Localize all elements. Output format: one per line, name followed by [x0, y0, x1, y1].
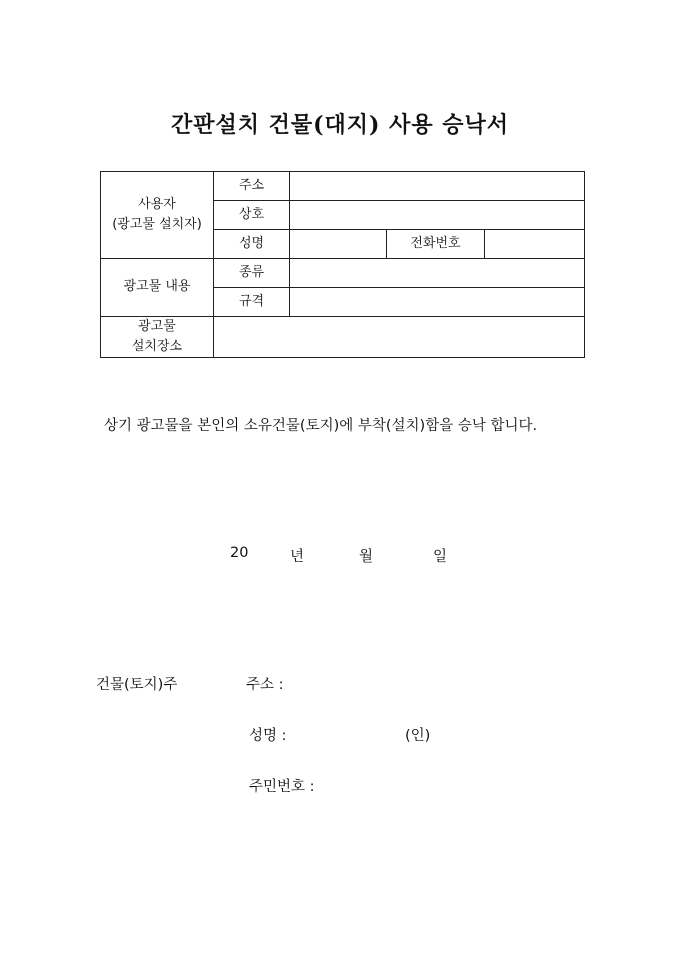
type-value-cell[interactable]	[290, 259, 585, 288]
date-day-unit: 일	[433, 549, 448, 565]
owner-label: 건물(토지)주	[96, 677, 178, 693]
date-month-unit: 월	[359, 549, 374, 565]
business-name-value-cell[interactable]	[290, 201, 585, 230]
consent-statement: 상기 광고물을 본인의 소유건물(토지)에 부착(설치)함을 승낙 합니다.	[104, 418, 538, 434]
owner-name-label: 성명 :	[249, 728, 287, 744]
spec-value-cell[interactable]	[290, 288, 585, 317]
phone-value-cell[interactable]	[485, 230, 585, 259]
date-year-unit: 년	[290, 549, 305, 565]
name-label: 성명	[238, 235, 265, 251]
phone-label-cell	[387, 230, 485, 259]
user-group-sublabel: (광고물 설치자)	[112, 217, 202, 232]
address-label-cell	[214, 172, 290, 201]
location-sublabel: 설치장소	[131, 339, 183, 355]
content-group-label-cell	[101, 259, 214, 317]
owner-address-label: 주소 :	[246, 677, 284, 693]
location-label: 광고물	[138, 319, 176, 334]
spec-label: 규격	[238, 293, 265, 309]
spec-label-cell	[214, 288, 290, 317]
address-label: 주소	[238, 177, 265, 193]
location-value-cell[interactable]	[214, 317, 585, 358]
document-title: 간판설치 건물(대지) 사용 승낙서	[170, 112, 510, 138]
user-group-label-cell	[101, 172, 214, 259]
owner-resident-number-label: 주민번호 :	[249, 779, 315, 795]
phone-label: 전화번호	[410, 235, 461, 251]
table-row	[101, 259, 585, 288]
consent-form-table	[100, 171, 585, 358]
seal-mark: (인)	[405, 728, 431, 744]
date-year-prefix: 20	[230, 545, 249, 561]
type-label: 종류	[238, 264, 265, 280]
type-label-cell	[214, 259, 290, 288]
name-value-cell[interactable]	[290, 230, 387, 259]
name-label-cell	[214, 230, 290, 259]
user-group-label: 사용자	[138, 196, 176, 212]
business-name-label-cell	[214, 201, 290, 230]
content-group-label: 광고물 내용	[123, 279, 191, 295]
table-row	[101, 317, 585, 358]
table-row	[101, 172, 585, 201]
address-value-cell[interactable]	[290, 172, 585, 201]
location-label-cell	[101, 317, 214, 358]
business-name-label: 상호	[238, 206, 265, 222]
